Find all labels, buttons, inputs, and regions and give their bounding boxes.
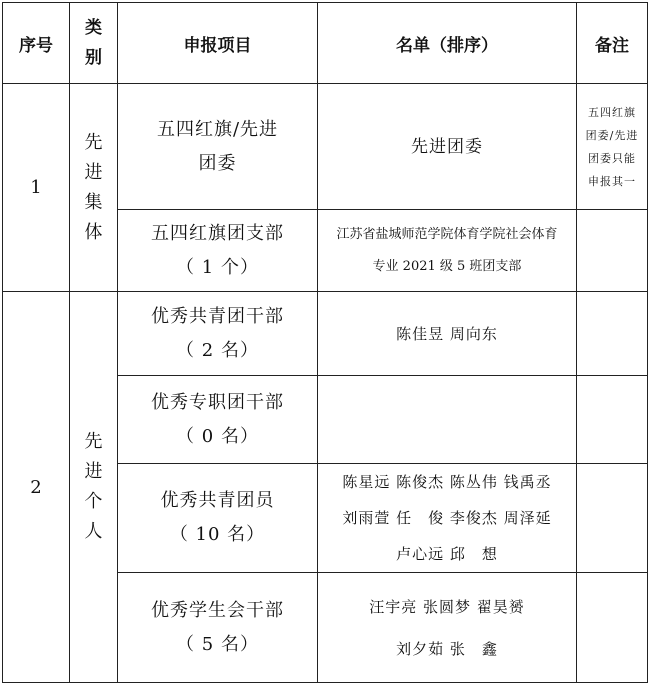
- award-application-table: [2, 2, 648, 683]
- name-line: 陈佳昱 周向东: [396, 324, 498, 343]
- group-category: [70, 292, 118, 683]
- project-quota: （ 2 名）: [176, 339, 259, 361]
- name-line: 卢心远 邱 想: [396, 545, 498, 563]
- project-cell: [118, 376, 318, 464]
- name-line: 刘夕茹 张 鑫: [396, 639, 498, 658]
- header-project: 申报项目: [118, 3, 318, 84]
- category-char: 先: [84, 431, 103, 452]
- note-cell: [577, 210, 648, 292]
- project-cell: [118, 84, 318, 210]
- table-row: [3, 84, 648, 210]
- names-cell: [318, 376, 577, 464]
- note-line: 五四红旗: [588, 105, 636, 119]
- category-char: 体: [84, 221, 103, 243]
- category-char: 进: [84, 161, 103, 183]
- project-quota: （ 10 名）: [169, 524, 266, 545]
- names-cell: [318, 573, 577, 683]
- names-cell: [318, 84, 577, 210]
- table-row: [3, 292, 648, 376]
- project-cell: [118, 210, 318, 292]
- names-cell: [318, 210, 577, 292]
- header-category-line2: 别: [85, 48, 102, 68]
- name-line: 专业 2021 级 5 班团支部: [372, 258, 522, 274]
- name-line: 江苏省盐城师范学院体育学院社会体育: [336, 226, 558, 242]
- header-note: 备注: [577, 3, 648, 84]
- project-name: 五四红旗/先进: [156, 118, 279, 140]
- category-char: 先: [84, 131, 103, 153]
- header-category-line1: 类: [85, 18, 102, 38]
- header-category: [70, 3, 118, 84]
- group-index: 2: [3, 292, 70, 683]
- category-char: 集: [84, 191, 103, 213]
- note-cell: [577, 464, 648, 573]
- project-name: 优秀共青团员: [160, 490, 275, 511]
- project-quota: （ 5 名）: [176, 633, 259, 655]
- project-name: 五四红旗团支部: [151, 222, 284, 244]
- project-name: 优秀专职团干部: [151, 391, 284, 413]
- group-index: 1: [3, 84, 70, 292]
- category-char: 个: [84, 491, 103, 512]
- project-cell: [118, 292, 318, 376]
- note-line: 团委/先进: [585, 128, 639, 142]
- project-name: 优秀共青团干部: [151, 305, 284, 327]
- name-line: 先进团委: [411, 136, 483, 157]
- project-cell: [118, 573, 318, 683]
- names-cell: [318, 464, 577, 573]
- names-cell: [318, 292, 577, 376]
- header-names: 名单（排序）: [318, 3, 577, 84]
- project-quota: （ 1 个）: [176, 256, 259, 278]
- header-row: [3, 3, 648, 84]
- group-category: [70, 84, 118, 292]
- category-char: 人: [84, 521, 103, 542]
- category-char: 进: [84, 461, 103, 482]
- name-line: 陈星远 陈俊杰 陈丛伟 钱禹丞: [342, 473, 552, 491]
- note-line: 申报其一: [588, 174, 636, 188]
- project-name: 优秀学生会干部: [151, 599, 284, 621]
- name-line: 刘雨萱 任 俊 李俊杰 周泽延: [342, 509, 552, 527]
- project-cell: [118, 464, 318, 573]
- project-quota: （ 0 名）: [176, 425, 259, 447]
- note-cell: [577, 292, 648, 376]
- note-cell: [577, 573, 648, 683]
- header-index: 序号: [3, 3, 70, 84]
- note-line: 团委只能: [588, 151, 636, 165]
- note-cell: [577, 84, 648, 210]
- name-line: 汪宇亮 张圆梦 翟昊赟: [369, 597, 525, 616]
- project-name: 团委: [198, 152, 237, 174]
- note-cell: [577, 376, 648, 464]
